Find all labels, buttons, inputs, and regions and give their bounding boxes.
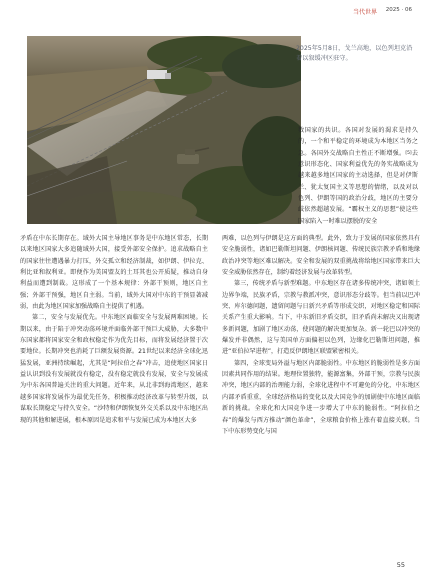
paragraph: 两难，以色列与伊朗是这方面的典型。此外，致力于发展的国家依然具有安全脆弱性，诸如巴勒斯坦问题、伊朗核问题、传统民族宗教矛盾和地缘政治冲突等地区难以解决。安全和发展的双重挑战将给地区国家带来巨大安全威胁依然存在，制约着经济发展与改革转型。 — [222, 235, 420, 277]
article-column-right-top — [298, 125, 418, 227]
paragraph: 矛盾在中东长期存在。域外大国主导地区事务是中东地区常态，长期以来地区国家大多追随域外大国，接受外部安全保护。追求战略自主的国家往往遭遇暴力打压，外交孤立和经济制裁，如伊朗、伊拉克、利比亚和叙利亚。即便作为美国盟友的土耳其也公开质疑，推动自身利益而遭到制裁。这形成了一个基本规律：外部干预则，地区自主强；外部干预强，地区自主弱。当前，域外大国对中东的干预显著减弱，由此为地区国家加强战略自主提供了机遇。 — [20, 235, 208, 311]
article-column-left — [20, 233, 208, 426]
paragraph: 第四，全球变局外溢与地区内部脆弱性。中东地区的脆弱性是多方面因素共同作用的结果。地理位置独特，能源富集，外部干预，宗教与民族冲突，地区内部的治理能力弱，全球化进程中不可避免的分化，中东地区内部矛盾重重，全球经济格局的变化以及大国竞争的加剧使中东地区面临新的挑战。全球化和大国竞争进一步增大了中东的脆弱性。“阿拉伯之春”的爆发与西方推动“颜色革命”，全球粮食价格上涨有着直接关联。当下中东形势变化与国 — [222, 359, 420, 435]
page-number: 55 — [396, 561, 405, 569]
page-header — [0, 0, 427, 36]
magazine-brand: 当代世界 — [352, 9, 377, 16]
paragraph: 第二，安全与发展优先。中东地区面临安全与发展两难困境。长期以来，由于陷于冲突动荡环境并面临外部干预巨大威胁，大多数中东国家都将国家安全和政权稳定作为优先目标，而将发展经济置于次要地位。长期冲突也消耗了巨额发展资源。21世纪以来经济全球化迅猛发展，亚洲持续崛起，尤其是“阿拉伯之春”冲击，追使地区国家日益认识到没有发展就没有稳定，没有稳定就没有发展，安全与发展成为中东各国普遍关注的重大问题。近年来，从北非到海湾地区，越来越多国家将发展作为最优先任务，积极推动经济改革与转型升级，以谋取长期稳定与持久安全。“沙特和伊朗恢复外交关系以及中东地区出现的其他和解进展，根本原因是追求和平与发展已成为本地区大多 — [20, 314, 208, 424]
article-column-right-bottom — [222, 233, 420, 437]
photo-caption: 2025年5月8日，戈兰高地，以色列坦克沿着以叙缓冲区驻守。 — [296, 45, 413, 62]
paragraph: 第三，传统矛盾与新型难题。中东地区存在诸多传统冲突，诸如领土边界争端，民族矛盾，宗教与教派冲突，意识形态分歧等。但当前以巴冲突、库尔德问题，遗留问题与日新兴矛盾等形成交织，对地区稳定和国际关系产生重大影响。当下，中东新旧矛盾交织，旧矛盾尚未解决又出现诸多新问题，加剧了地区动荡，使问题的解决更加复杂。新一轮巴以冲突的爆发并非偶然，这与美国单方面偏袒以色列，边缘化巴勒斯坦问题，推进“亚伯拉罕进程”，打造反伊朗地区联盟紧密相关。 — [222, 280, 420, 356]
issue-number: 2025 · 06 — [385, 7, 412, 13]
footnote-ref: [5] — [405, 150, 412, 156]
paragraph: 数国家的共识。各国对发展的渴求是持久的，一个和平稳定的环境成为本地区当务之急。各国外交战略自主性正不断增强。[5]去意识形态化、国家利益优先的务实战略成为越来越多地区国家的主动选择，但是对伊斯兰、犹太复国主义等思想的情绪，以及对以色列、伊朗等国的政治分歧，地区的主要分歧依然超越发展。“霸权主义的思想”使这些国家陷入一时难以摆脱的安全 — [298, 127, 418, 225]
golan-heights-photo — [27, 36, 301, 224]
